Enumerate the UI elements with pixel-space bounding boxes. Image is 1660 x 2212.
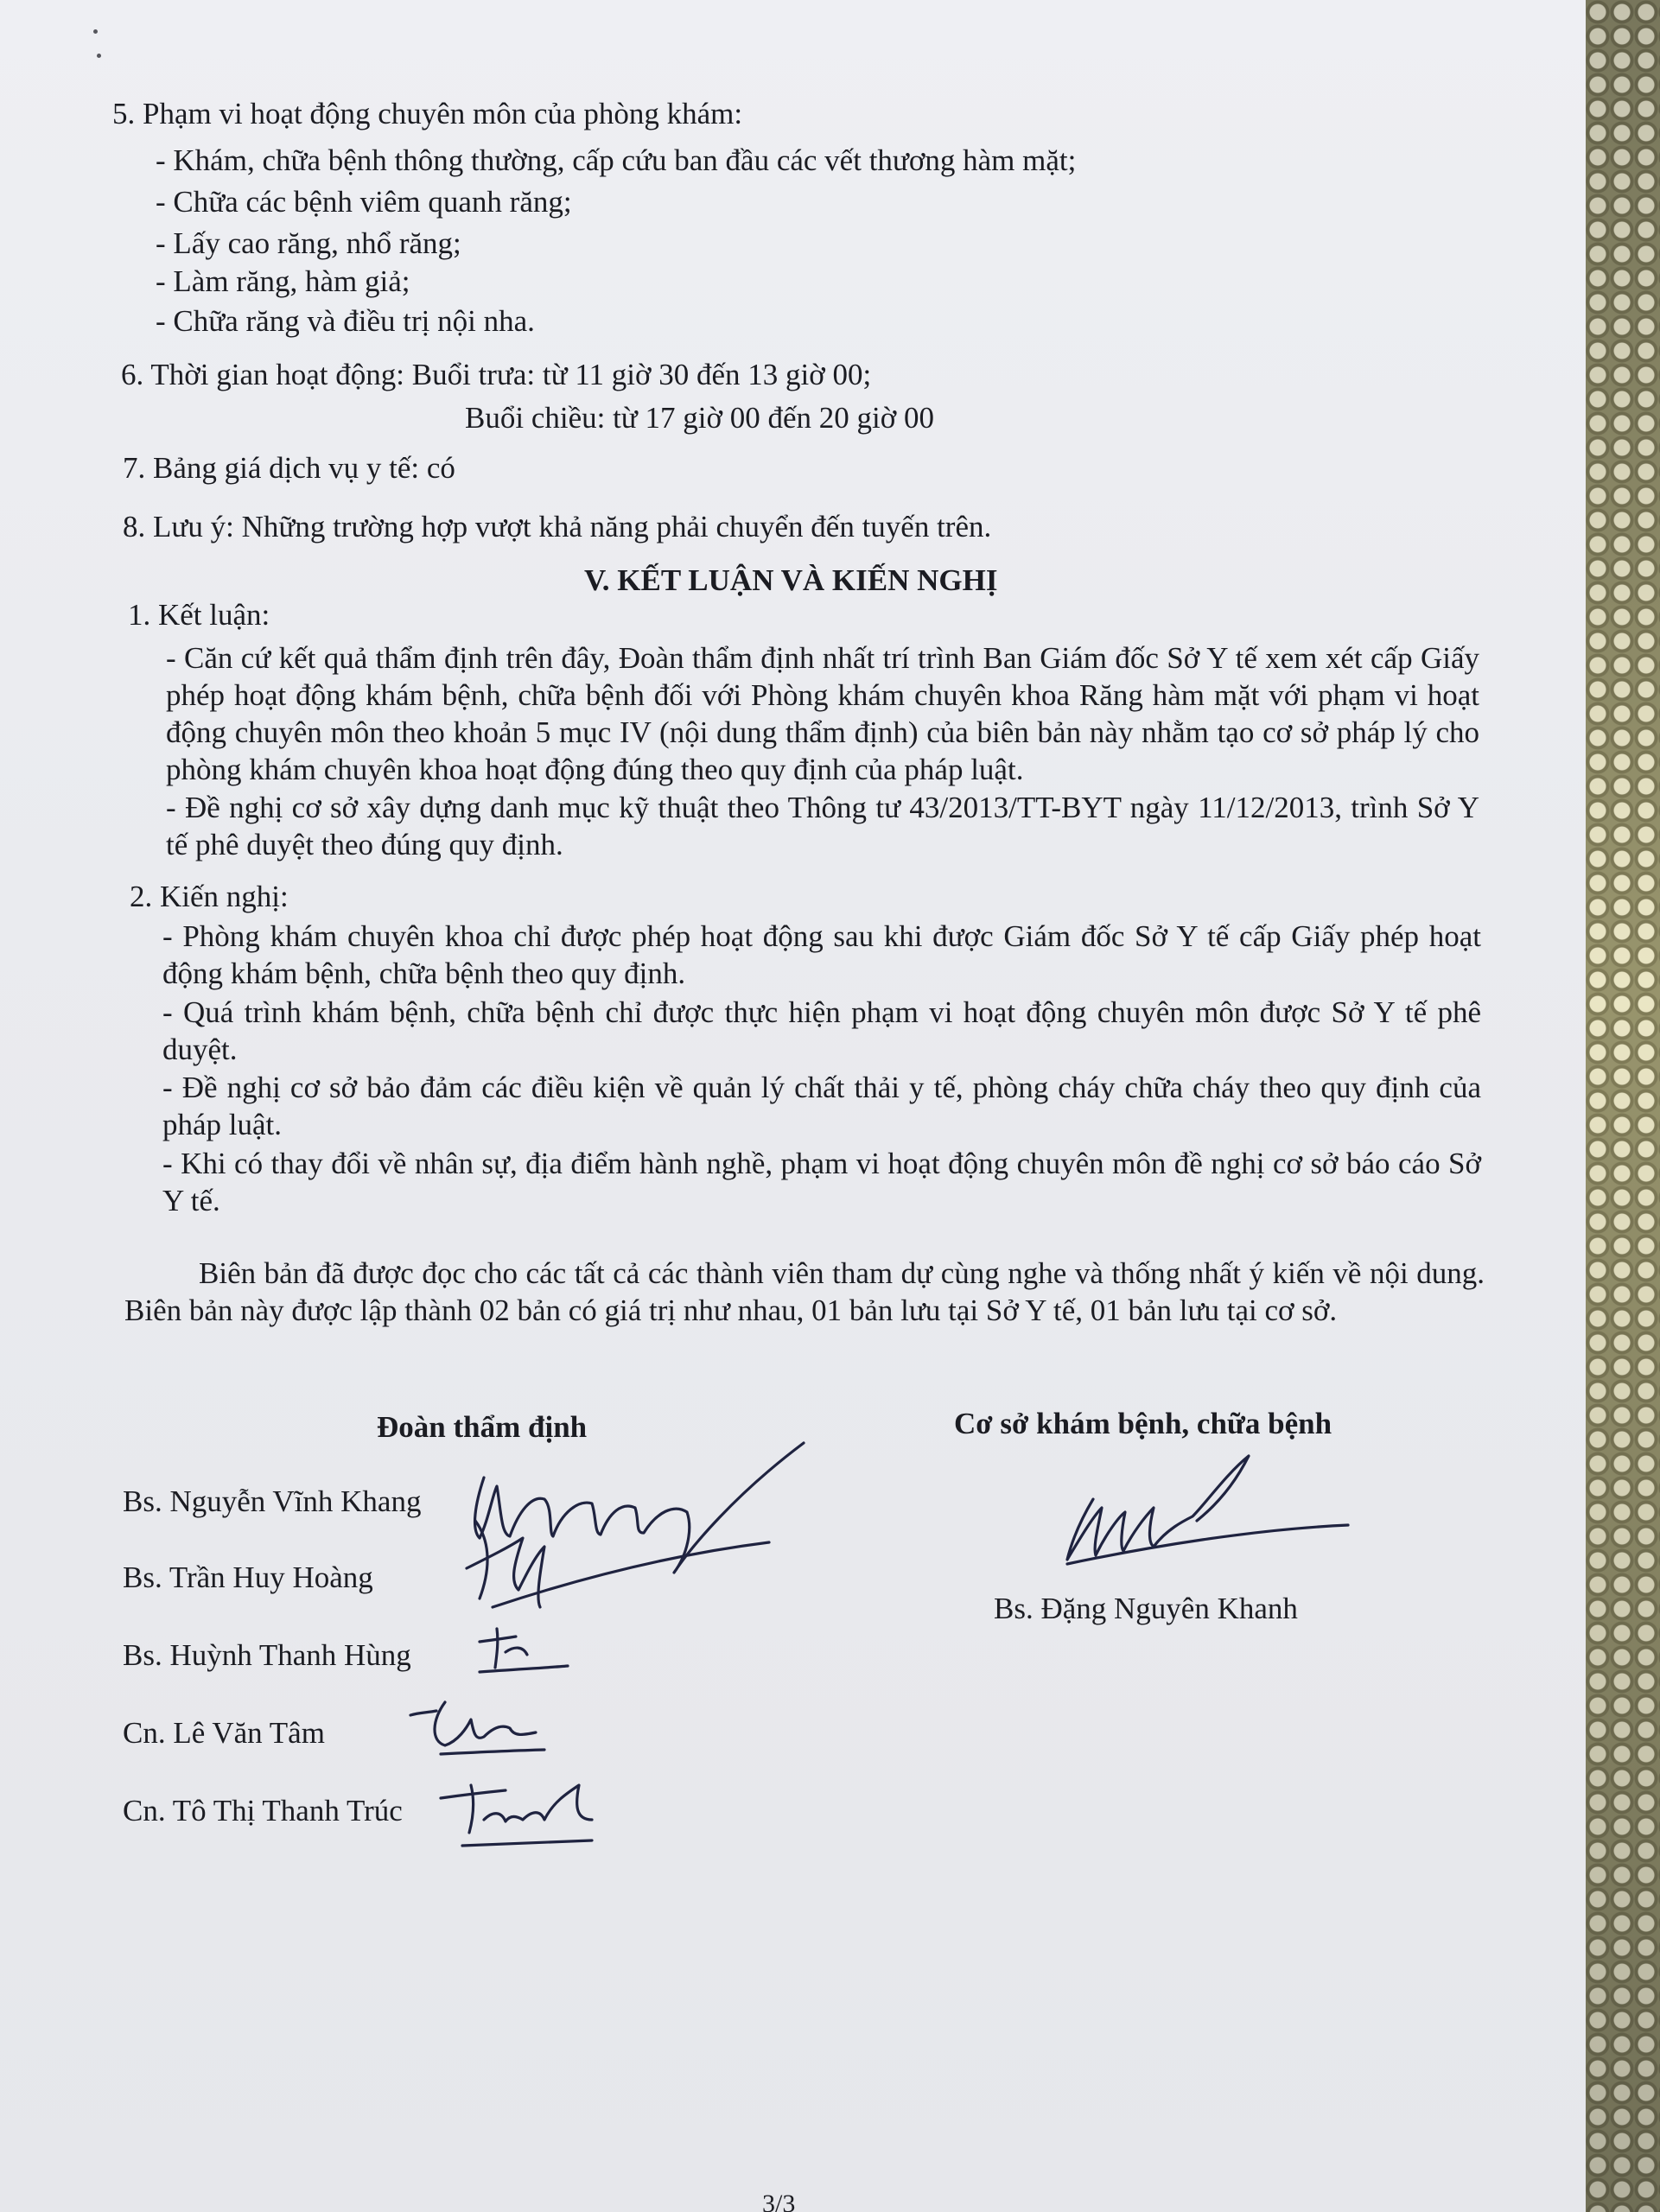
facility-representative-name: Bs. Đặng Nguyên Khanh <box>994 1592 1298 1625</box>
member-name: Cn. Lê Văn Tâm <box>123 1716 325 1750</box>
conclusion-label: 1. Kết luận: <box>128 598 270 632</box>
background-pattern <box>1586 0 1660 2212</box>
closing-paragraph: Biên bản đã được đọc cho các tất cả các thành viên tham dự cùng nghe và thống nhất ý kiến về nội dung. Biên bản này được lập thành 02 bản có giá trị như nhau, 01 bản lưu tại Sở Y tế, 01 bản lưu tại cơ sở. <box>124 1256 1485 1327</box>
section5-item: - Chữa răng và điều trị nội nha. <box>156 304 535 338</box>
member-name: Bs. Huỳnh Thanh Hùng <box>123 1638 411 1672</box>
recommend-item-2: - Quá trình khám bệnh, chữa bệnh chỉ được thực hiện phạm vi hoạt động chuyên môn được Sở Y tế phê duyệt. <box>162 995 1481 1066</box>
signature-dang-nguyen-khanh <box>1046 1434 1357 1581</box>
section5-item: - Khám, chữa bệnh thông thường, cấp cứu ban đầu các vết thương hàm mặt; <box>156 143 1077 177</box>
right-signatory-title: Cơ sở khám bệnh, chữa bệnh <box>954 1407 1332 1440</box>
part-v-title: V. KẾT LUẬN VÀ KIẾN NGHỊ <box>584 563 998 597</box>
recommend-label: 2. Kiến nghị: <box>130 880 289 913</box>
section5-item: - Làm răng, hàm giả; <box>156 264 410 298</box>
member-name: Bs. Nguyễn Vĩnh Khang <box>123 1484 422 1518</box>
section7: 7. Bảng giá dịch vụ y tế: có <box>123 451 455 485</box>
recommend-item-3: - Đề nghị cơ sở bảo đảm các điều kiện về quản lý chất thải y tế, phòng cháy chữa cháy theo quy định của pháp luật. <box>162 1071 1481 1141</box>
recommend-item-1: - Phòng khám chuyên khoa chỉ được phép hoạt động sau khi được Giám đốc Sở Y tế cấp Giấy phép hoạt động khám bệnh, chữa bệnh theo quy định. <box>162 919 1481 990</box>
signature-huynh-thanh-hung <box>471 1624 592 1685</box>
conclusion-item-2: - Đề nghị cơ sở xây dựng danh mục kỹ thuật theo Thông tư 43/2013/TT-BYT ngày 11/12/2013, trình Sở Y tế phê duyệt theo đúng quy định. <box>166 791 1479 861</box>
section8: 8. Lưu ý: Những trường hợp vượt khả năng phải chuyển đến tuyến trên. <box>123 510 992 543</box>
dust-speck <box>97 54 101 58</box>
signature-le-van-tam <box>406 1694 553 1763</box>
section6-line2: Buổi chiều: từ 17 giờ 00 đến 20 giờ 00 <box>465 401 935 435</box>
left-signatory-title: Đoàn thẩm định <box>377 1410 588 1444</box>
signature-tran-huy-hoang <box>441 1503 786 1624</box>
member-name: Cn. Tô Thị Thanh Trúc <box>123 1794 403 1827</box>
section5-title: 5. Phạm vi hoạt động chuyên môn của phòng khám: <box>112 97 743 130</box>
recommend-item-4: - Khi có thay đổi về nhân sự, địa điểm hành nghề, phạm vi hoạt động chuyên môn đề nghị cơ sở báo cáo Sở Y tế. <box>162 1147 1481 1217</box>
section5-item: - Lấy cao răng, nhổ răng; <box>156 226 461 260</box>
member-name: Bs. Trần Huy Hoàng <box>123 1560 373 1594</box>
section6-line1: 6. Thời gian hoạt động: Buổi trưa: từ 11 giờ 30 đến 13 giờ 00; <box>121 358 872 391</box>
conclusion-item-1: - Căn cứ kết quả thẩm định trên đây, Đoàn thẩm định nhất trí trình Ban Giám đốc Sở Y tế xem xét cấp Giấy phép hoạt động khám bệnh, chữa bệnh đối với Phòng khám chuyên khoa Răng hàm mặt với phạm vi hoạt động chuyên môn theo khoản 5 mục IV (nội dung thẩm định) của biên bản này nhằm tạo cơ sở pháp lý cho phòng khám chuyên khoa hoạt động đúng theo quy định của pháp luật. <box>166 641 1479 786</box>
dust-speck <box>93 29 98 34</box>
signature-to-thi-thanh-truc <box>436 1768 609 1854</box>
section5-item: - Chữa các bệnh viêm quanh răng; <box>156 185 572 219</box>
page-number: 3/3 <box>762 2190 796 2212</box>
